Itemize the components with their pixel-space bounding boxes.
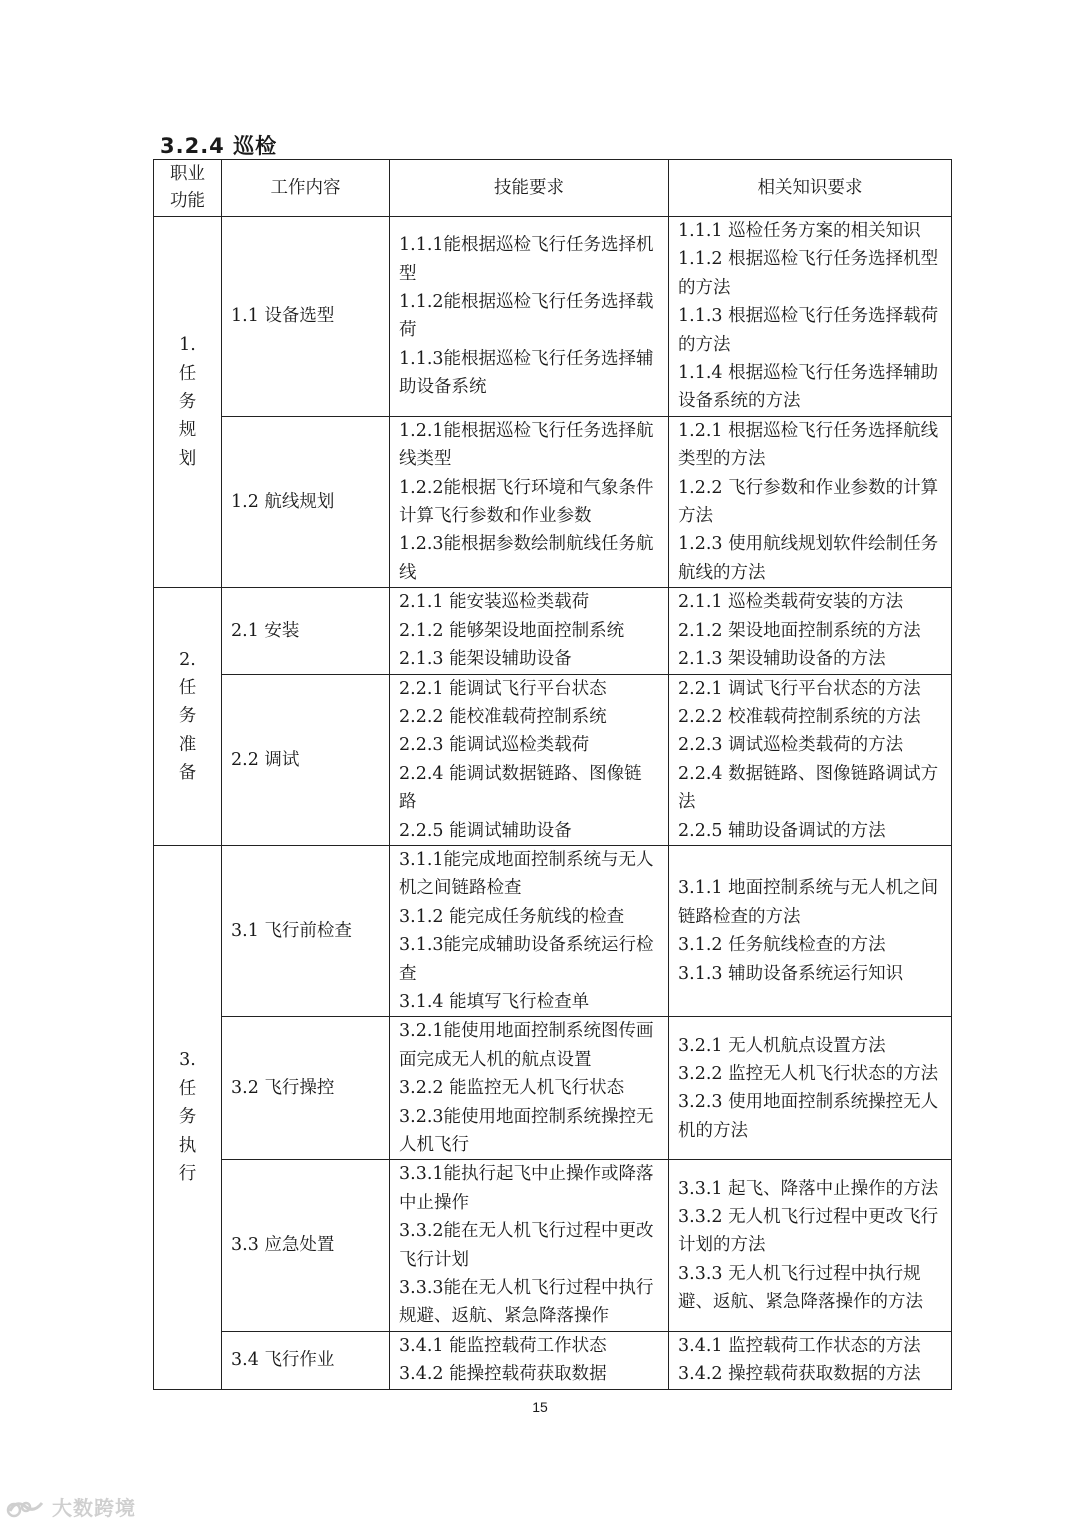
skill-item: 1.1.2能根据巡检飞行任务选择载荷 [399,292,654,341]
knowledge-item: 2.2.1 调试飞行平台状态的方法 [678,678,921,699]
skill-item: 2.2.3 能调试巡检类载荷 [399,735,590,756]
skills-cell [390,1331,669,1389]
knowledge-item: 1.2.2 飞行参数和作业参数的计算方法 [678,477,939,527]
skill-item: 2.2.5 能调试辅助设备 [399,820,572,841]
section-title: 3.2.4 巡检 [160,134,278,158]
work-content-cell: 2.2 调试 [222,674,390,845]
knowledge-item: 3.4.2 操控载荷获取数据的方法 [678,1364,921,1385]
knowledge-item: 1.1.1 巡检任务方案的相关知识 [678,221,921,241]
function-line: 2. [179,649,196,670]
function-line: 准 [178,734,197,755]
header-function-line: 职业 [170,164,205,184]
work-content-cell: 3.4 飞行作业 [222,1331,390,1389]
skills-cell [390,416,669,587]
knowledge-item: 1.1.3 根据巡检飞行任务选择载荷的方法 [678,306,939,355]
knowledge-item: 1.1.2 根据巡检飞行任务选择机型的方法 [678,249,939,298]
knowledge-cell [669,845,952,1016]
skill-item: 1.1.1能根据巡检飞行任务选择机型 [399,235,654,284]
skill-item: 3.3.1能执行起飞中止操作或降落中止操作 [399,1164,654,1213]
skill-item: 1.2.2能根据飞行环境和气象条件计算飞行参数和作业参数 [399,477,654,527]
knowledge-cell [669,588,952,674]
page-number: 15 [532,1399,548,1415]
watermark-logo-icon [6,1496,46,1518]
knowledge-item: 2.2.4 数据链路、图像链路调试方法 [678,763,939,813]
work-content-cell: 1.2 航线规划 [222,416,390,587]
function-line: 任 [178,678,197,698]
knowledge-item: 3.4.1 监控载荷工作状态的方法 [678,1335,921,1356]
skill-item: 3.3.2能在无人机飞行过程中更改飞行计划 [399,1221,654,1270]
knowledge-item: 3.3.1 起飞、降落中止操作的方法 [678,1178,939,1199]
function-cell [154,845,222,1389]
knowledge-item: 2.2.5 辅助设备调试的方法 [678,820,886,841]
knowledge-item: 3.2.3 使用地面控制系统操控无人机的方法 [678,1092,939,1141]
skill-item: 3.4.2 能操控载荷获取数据 [399,1364,607,1385]
skill-item: 3.1.4 能填写飞行检查单 [399,991,590,1012]
knowledge-item: 3.3.2 无人机飞行过程中更改飞行计划的方法 [678,1207,939,1256]
table-body [154,217,952,1390]
knowledge-item: 1.2.1 根据巡检飞行任务选择航线类型的方法 [678,420,939,470]
table-row [154,1331,952,1389]
knowledge-cell [669,217,952,417]
skills-cell [390,1160,669,1331]
header-function-line: 功能 [170,191,205,211]
skill-item: 3.2.3能使用地面控制系统操控无人机飞行 [399,1106,654,1155]
skill-item: 3.2.2 能监控无人机飞行状态 [399,1078,625,1099]
function-line: 执 [178,1135,197,1156]
knowledge-item: 3.2.1 无人机航点设置方法 [678,1035,886,1056]
table-row [154,416,952,587]
knowledge-item: 2.2.2 校准载荷控制系统的方法 [678,706,921,727]
skills-cell [390,1017,669,1160]
watermark [6,1492,136,1521]
skills-cell [390,845,669,1016]
header-knowledge: 相关知识要求 [669,160,952,217]
table-row [154,588,952,674]
knowledge-cell [669,416,952,587]
skills-cell [390,588,669,674]
knowledge-item: 3.3.3 无人机飞行过程中执行规避、返航、紧急降落操作的方法 [678,1263,923,1313]
table-row [154,845,952,1016]
table-header-row [154,160,952,217]
knowledge-cell [669,1160,952,1331]
skill-item: 2.2.1 能调试飞行平台状态 [399,678,607,699]
work-content-cell: 2.1 安装 [222,588,390,674]
skill-item: 3.2.1能使用地面控制系统图传画面完成无人机的航点设置 [399,1021,654,1070]
work-content-cell: 3.3 应急处置 [222,1160,390,1331]
knowledge-item: 2.1.2 架设地面控制系统的方法 [678,620,921,641]
table-row [154,217,952,417]
knowledge-item: 3.1.3 辅助设备系统运行知识 [678,963,904,984]
skill-item: 1.2.1能根据巡检飞行任务选择航线类型 [399,420,654,470]
knowledge-item: 1.1.4 根据巡检飞行任务选择辅助设备系统的方法 [678,363,939,412]
function-cell [154,217,222,588]
knowledge-item: 3.1.1 地面控制系统与无人机之间链路检查的方法 [678,878,939,927]
table-row [154,674,952,845]
skill-item: 3.3.3能在无人机飞行过程中执行规避、返航、紧急降落操作 [399,1278,654,1327]
knowledge-item: 1.2.3 使用航线规划软件绘制任务航线的方法 [678,534,939,583]
knowledge-item: 2.1.3 架设辅助设备的方法 [678,649,886,670]
function-line: 务 [178,1107,197,1128]
skill-item: 1.1.3能根据巡检飞行任务选择辅助设备系统 [399,348,654,398]
header-skills: 技能要求 [390,160,669,217]
skill-item: 3.4.1 能监控载荷工作状态 [399,1335,607,1356]
work-content-cell: 1.1 设备选型 [222,217,390,417]
knowledge-item: 3.2.2 监控无人机飞行状态的方法 [678,1063,939,1084]
skills-cell [390,674,669,845]
knowledge-item: 3.1.2 任务航线检查的方法 [678,935,886,956]
skill-item: 2.2.2 能校准载荷控制系统 [399,706,607,727]
function-line: 任 [178,363,197,384]
function-line: 任 [178,1078,197,1099]
function-line: 划 [178,448,197,469]
work-content-cell: 3.2 飞行操控 [222,1017,390,1160]
skill-item: 1.2.3能根据参数绘制航线任务航线 [399,534,654,583]
skills-table [153,159,952,1390]
function-line: 3. [179,1050,196,1071]
header-function [154,160,222,217]
knowledge-cell [669,674,952,845]
function-line: 行 [178,1163,197,1184]
function-cell [154,588,222,846]
knowledge-item: 2.2.3 调试巡检类载荷的方法 [678,735,904,756]
skill-item: 2.2.4 能调试数据链路、图像链路 [399,763,642,813]
header-content: 工作内容 [222,160,390,217]
knowledge-item: 2.1.1 巡检类载荷安装的方法 [678,592,904,613]
skill-item: 2.1.3 能架设辅助设备 [399,649,572,670]
function-line: 备 [178,763,197,784]
watermark-text: 大数跨境 [52,1496,136,1520]
function-line: 务 [178,706,197,727]
table-row [154,1017,952,1160]
skill-item: 3.1.3能完成辅助设备系统运行检查 [399,935,654,984]
skill-item: 3.1.1能完成地面控制系统与无人机之间链路检查 [399,849,654,899]
skill-item: 2.1.2 能够架设地面控制系统 [399,620,625,641]
function-line: 务 [178,391,197,412]
function-line: 1. [179,335,196,356]
skill-item: 2.1.1 能安装巡检类载荷 [399,592,590,613]
table-row [154,1160,952,1331]
function-line: 规 [178,420,197,441]
skill-item: 3.1.2 能完成任务航线的检查 [399,906,625,927]
work-content-cell: 3.1 飞行前检查 [222,845,390,1016]
skills-cell [390,217,669,417]
knowledge-cell [669,1331,952,1389]
knowledge-cell [669,1017,952,1160]
